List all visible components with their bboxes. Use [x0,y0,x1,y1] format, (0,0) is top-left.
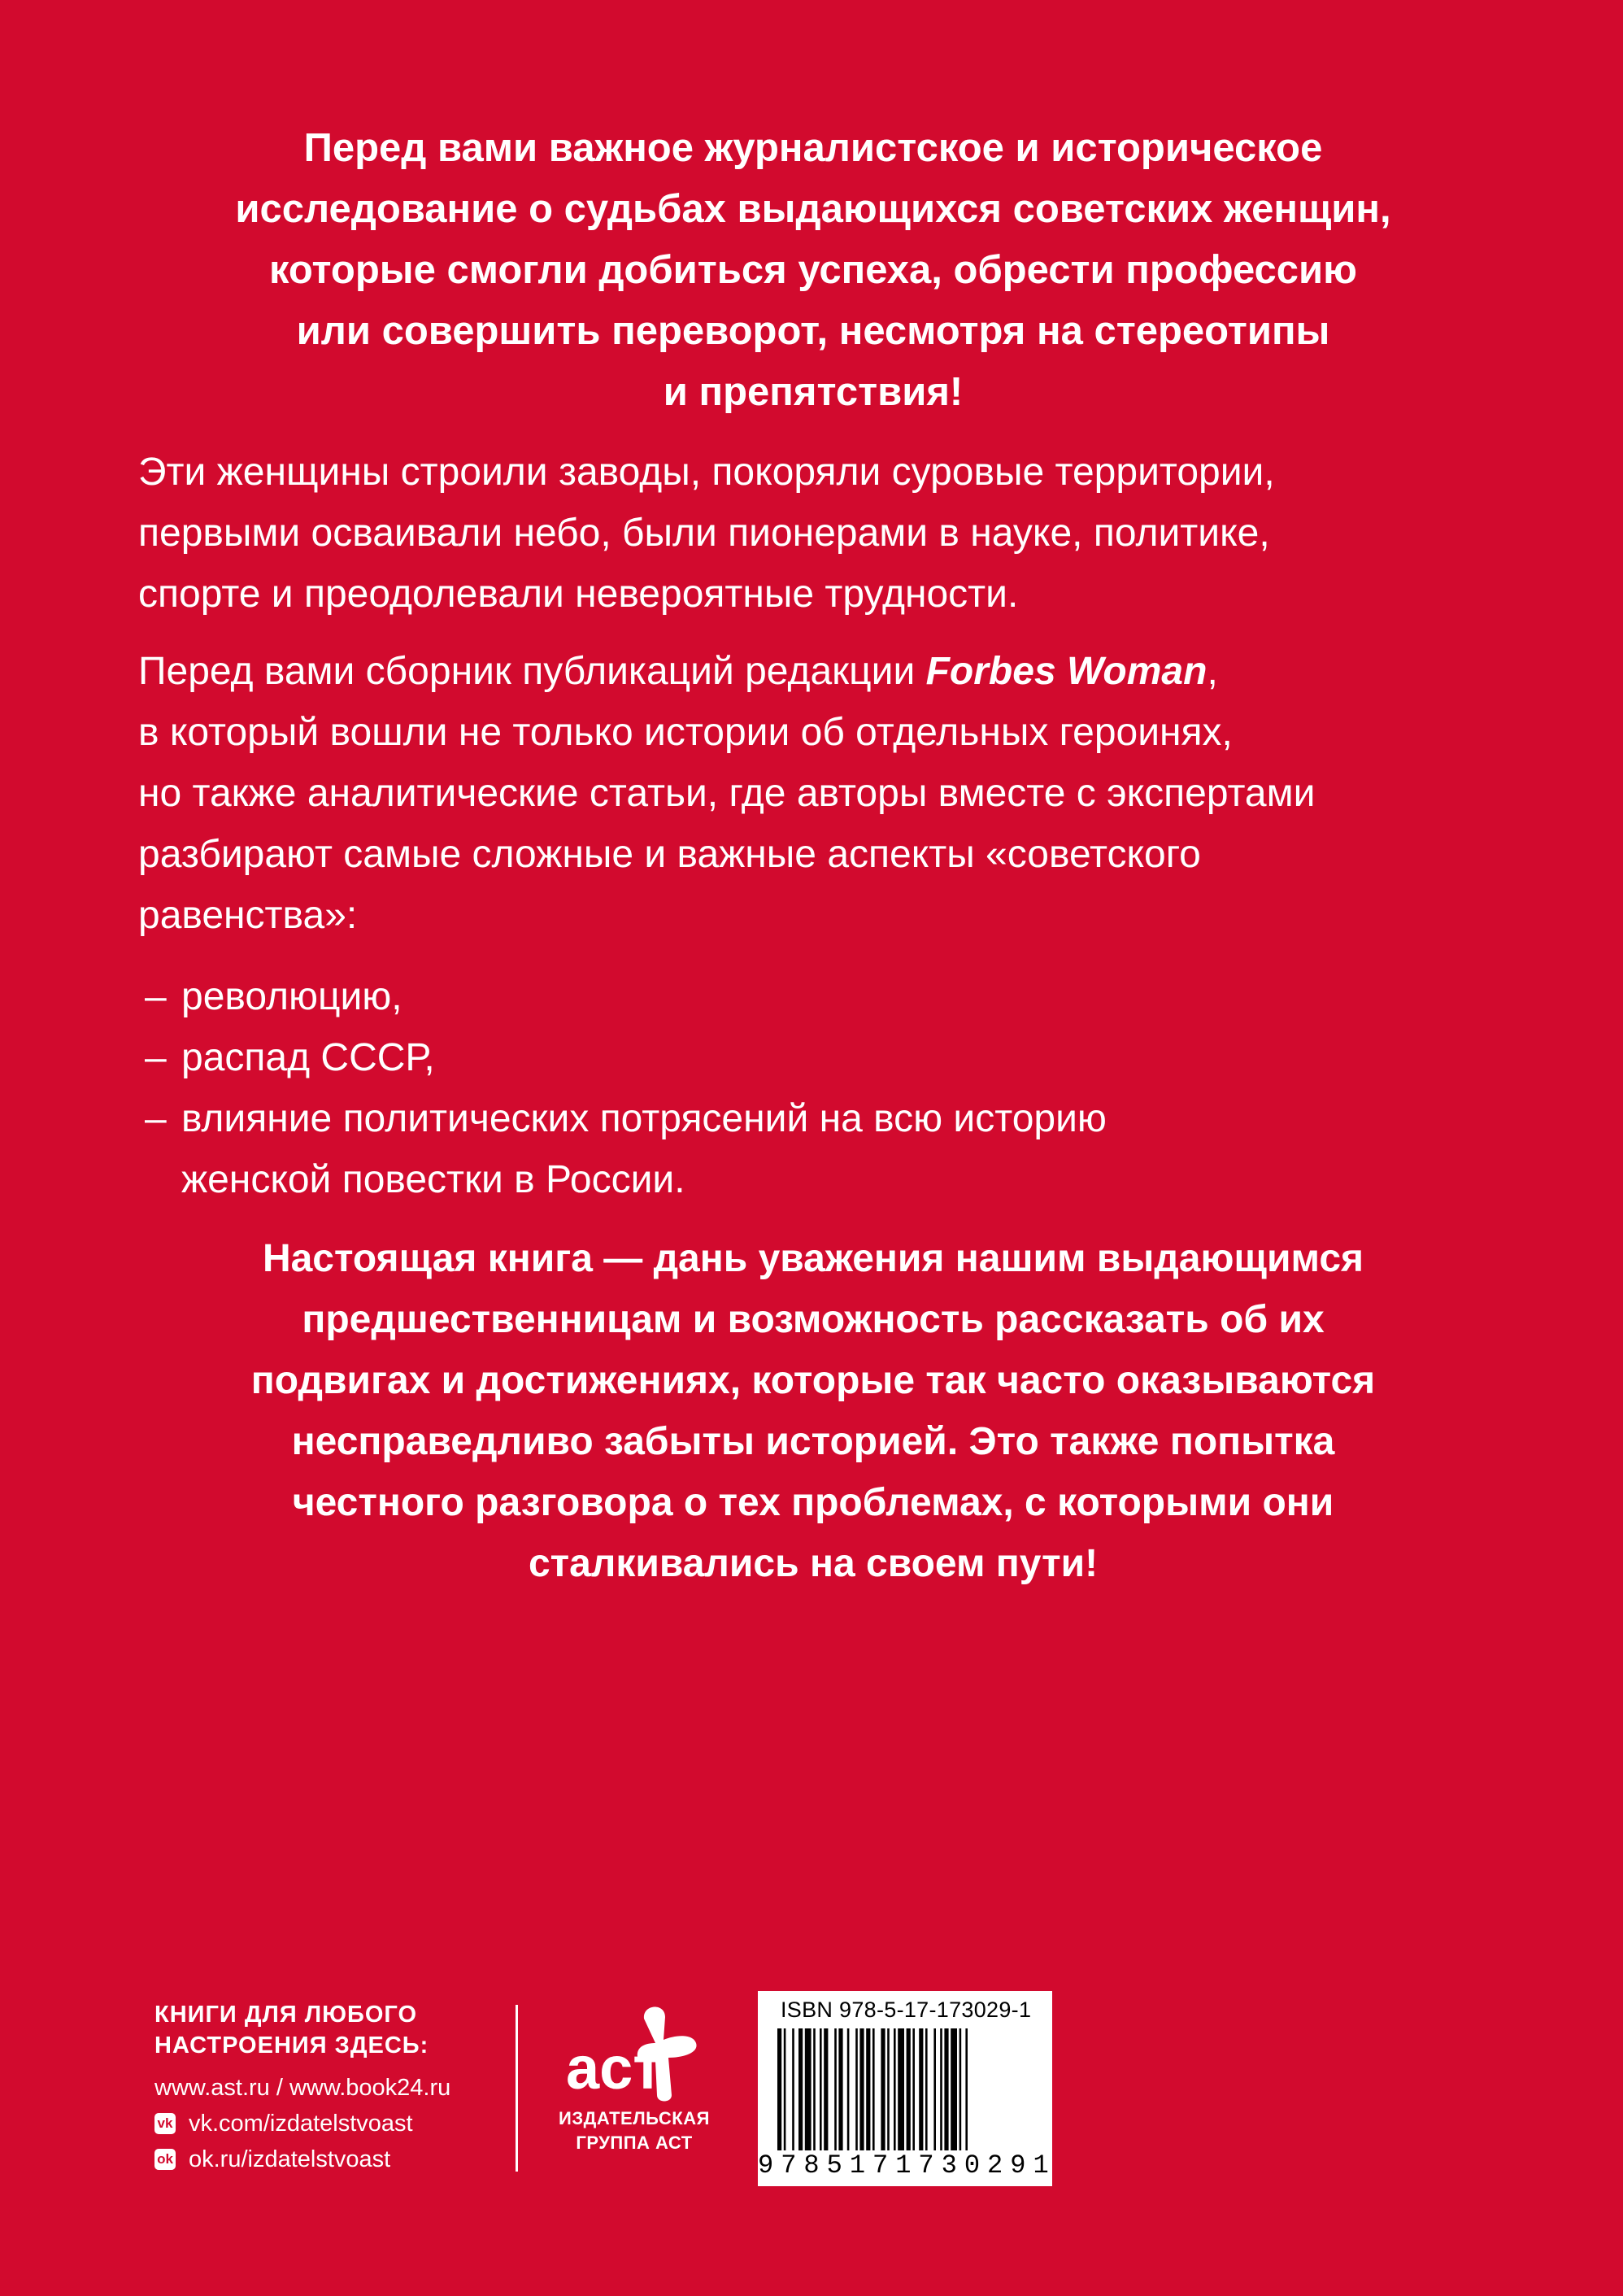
outro-line: подвигах и достижениях, которые так часто оказываются [250,1359,1376,1402]
list-dash: – [145,1036,167,1079]
isbn-barcode [758,1991,1056,2186]
list-item-text: революцию, [181,975,402,1018]
ok-link-text: ok.ru/izdatelstvoast [189,2146,391,2172]
ast-logo-text: аст [566,2034,663,2102]
list-dash: – [145,975,167,1018]
barcode-bar [940,2028,942,2150]
barcode-bar [838,2028,842,2150]
aspects-list [145,966,1527,1210]
barcode-bar [813,2028,816,2150]
ast-logo-mark-icon [553,2001,716,2106]
barcode-bar [898,2028,904,2150]
barcode-bar [881,2028,885,2150]
barcode-bar [820,2028,822,2150]
intro-line: и препятствия! [663,370,964,414]
paragraph-line [138,641,1521,702]
barcode-bar [887,2028,890,2150]
intro-line: которые смогли добиться успеха, обрести профессию [268,248,1358,292]
paragraph-line: в который вошли не только истории об отдельных героинях, [138,711,1233,754]
barcode-bar [907,2028,911,2150]
intro-text [122,118,1504,423]
publisher-links [154,1999,496,2175]
paragraph-collection [138,641,1521,946]
barcode-bar [834,2028,837,2150]
website-links[interactable]: www.ast.ru / www.book24.ru [154,2075,451,2101]
paragraph-text: Перед вами сборник публикаций редакции [138,650,926,693]
barcode-bar [792,2028,794,2150]
intro-line: исследование о судьбах выдающихся советских женщин, [235,187,1391,231]
list-item [145,1027,1527,1088]
barcode-bar [965,2028,968,2150]
outro-line: сталкивались на своем пути! [528,1542,1099,1585]
barcode-bar [805,2028,812,2150]
list-item-text: влияние политических потрясений на всю историю [181,1097,1107,1140]
barcode-bar [944,2028,948,2150]
paragraph-line: равенства»: [138,894,358,937]
barcode-bar [798,2028,803,2150]
barcode-bar [912,2028,915,2150]
list-item-continuation [145,1149,1527,1210]
barcode-bar [919,2028,923,2150]
barcode-bar [847,2028,850,2150]
footer-divider [516,2005,518,2172]
outro-text [122,1228,1504,1594]
barcode-bar [933,2028,936,2150]
paragraph-women [138,442,1521,625]
ok-link[interactable] [154,2144,496,2175]
forbes-woman-brand: Forbes Woman [925,650,1207,693]
links-heading-line1: КНИГИ ДЛЯ ЛЮБОГО [154,2002,418,2028]
barcode-bar [784,2028,786,2150]
outro-line: предшественницам и возможность рассказать об их [302,1298,1325,1341]
barcode-bar [824,2028,828,2150]
isbn-number: ISBN 978-5-17-173029-1 [781,1998,1032,2022]
paragraph-line: первыми осваивали небо, были пионерами в науке, политике, [138,512,1270,555]
barcode-bar [866,2028,870,2150]
vk-link[interactable] [154,2108,496,2139]
outro-line: Настоящая книга — дань уважения нашим выдающимся [262,1237,1364,1280]
outro-line: честного разговора о тех проблемах, с которыми они [292,1481,1334,1524]
paragraph-line: разбирают самые сложные и важные аспекты «советского [138,833,1201,876]
paragraph-line: спорте и преодолевали невероятные трудности. [138,573,1019,616]
barcode-bars-icon [777,2028,1033,2150]
intro-line: или совершить переворот, несмотря на стереотипы [296,309,1330,353]
list-item-text: распад СССР, [181,1036,435,1079]
barcode-bar [777,2028,781,2150]
ast-logo-caption-line2: ГРУППА АСТ [576,2133,693,2153]
ast-logo [549,2001,720,2180]
barcode-bar [859,2028,864,2150]
list-dash: – [145,1097,167,1140]
vk-link-text: vk.com/izdatelstvoast [189,2111,413,2137]
paragraph-line: но также аналитические статьи, где авторы вместе с экспертами [138,772,1316,815]
links-heading-line2: НАСТРОЕНИЯ ЗДЕСЬ: [154,2032,429,2059]
list-item-text: женской повестки в России. [181,1158,685,1201]
barcode-bar [951,2028,957,2150]
barcode-bar [925,2028,928,2150]
paragraph-text: , [1207,650,1218,693]
vk-icon: vk [154,2113,176,2134]
barcode-digits: 9785171730291 [758,2150,1056,2181]
list-item [145,966,1527,1027]
ast-logo-caption-line1: ИЗДАТЕЛЬСКАЯ [559,2108,710,2128]
list-item [145,1088,1527,1149]
barcode-bar [959,2028,962,2150]
intro-line: Перед вами важное журналистское и историческое [303,126,1323,170]
barcode-bar [855,2028,858,2150]
barcode-bar [872,2028,875,2150]
ok-icon: ok [154,2149,176,2170]
outro-line: несправедливо забыты историей. Это также попытка [291,1420,1335,1463]
paragraph-line: Эти женщины строили заводы, покоряли суровые территории, [138,451,1275,494]
barcode-bar [894,2028,896,2150]
